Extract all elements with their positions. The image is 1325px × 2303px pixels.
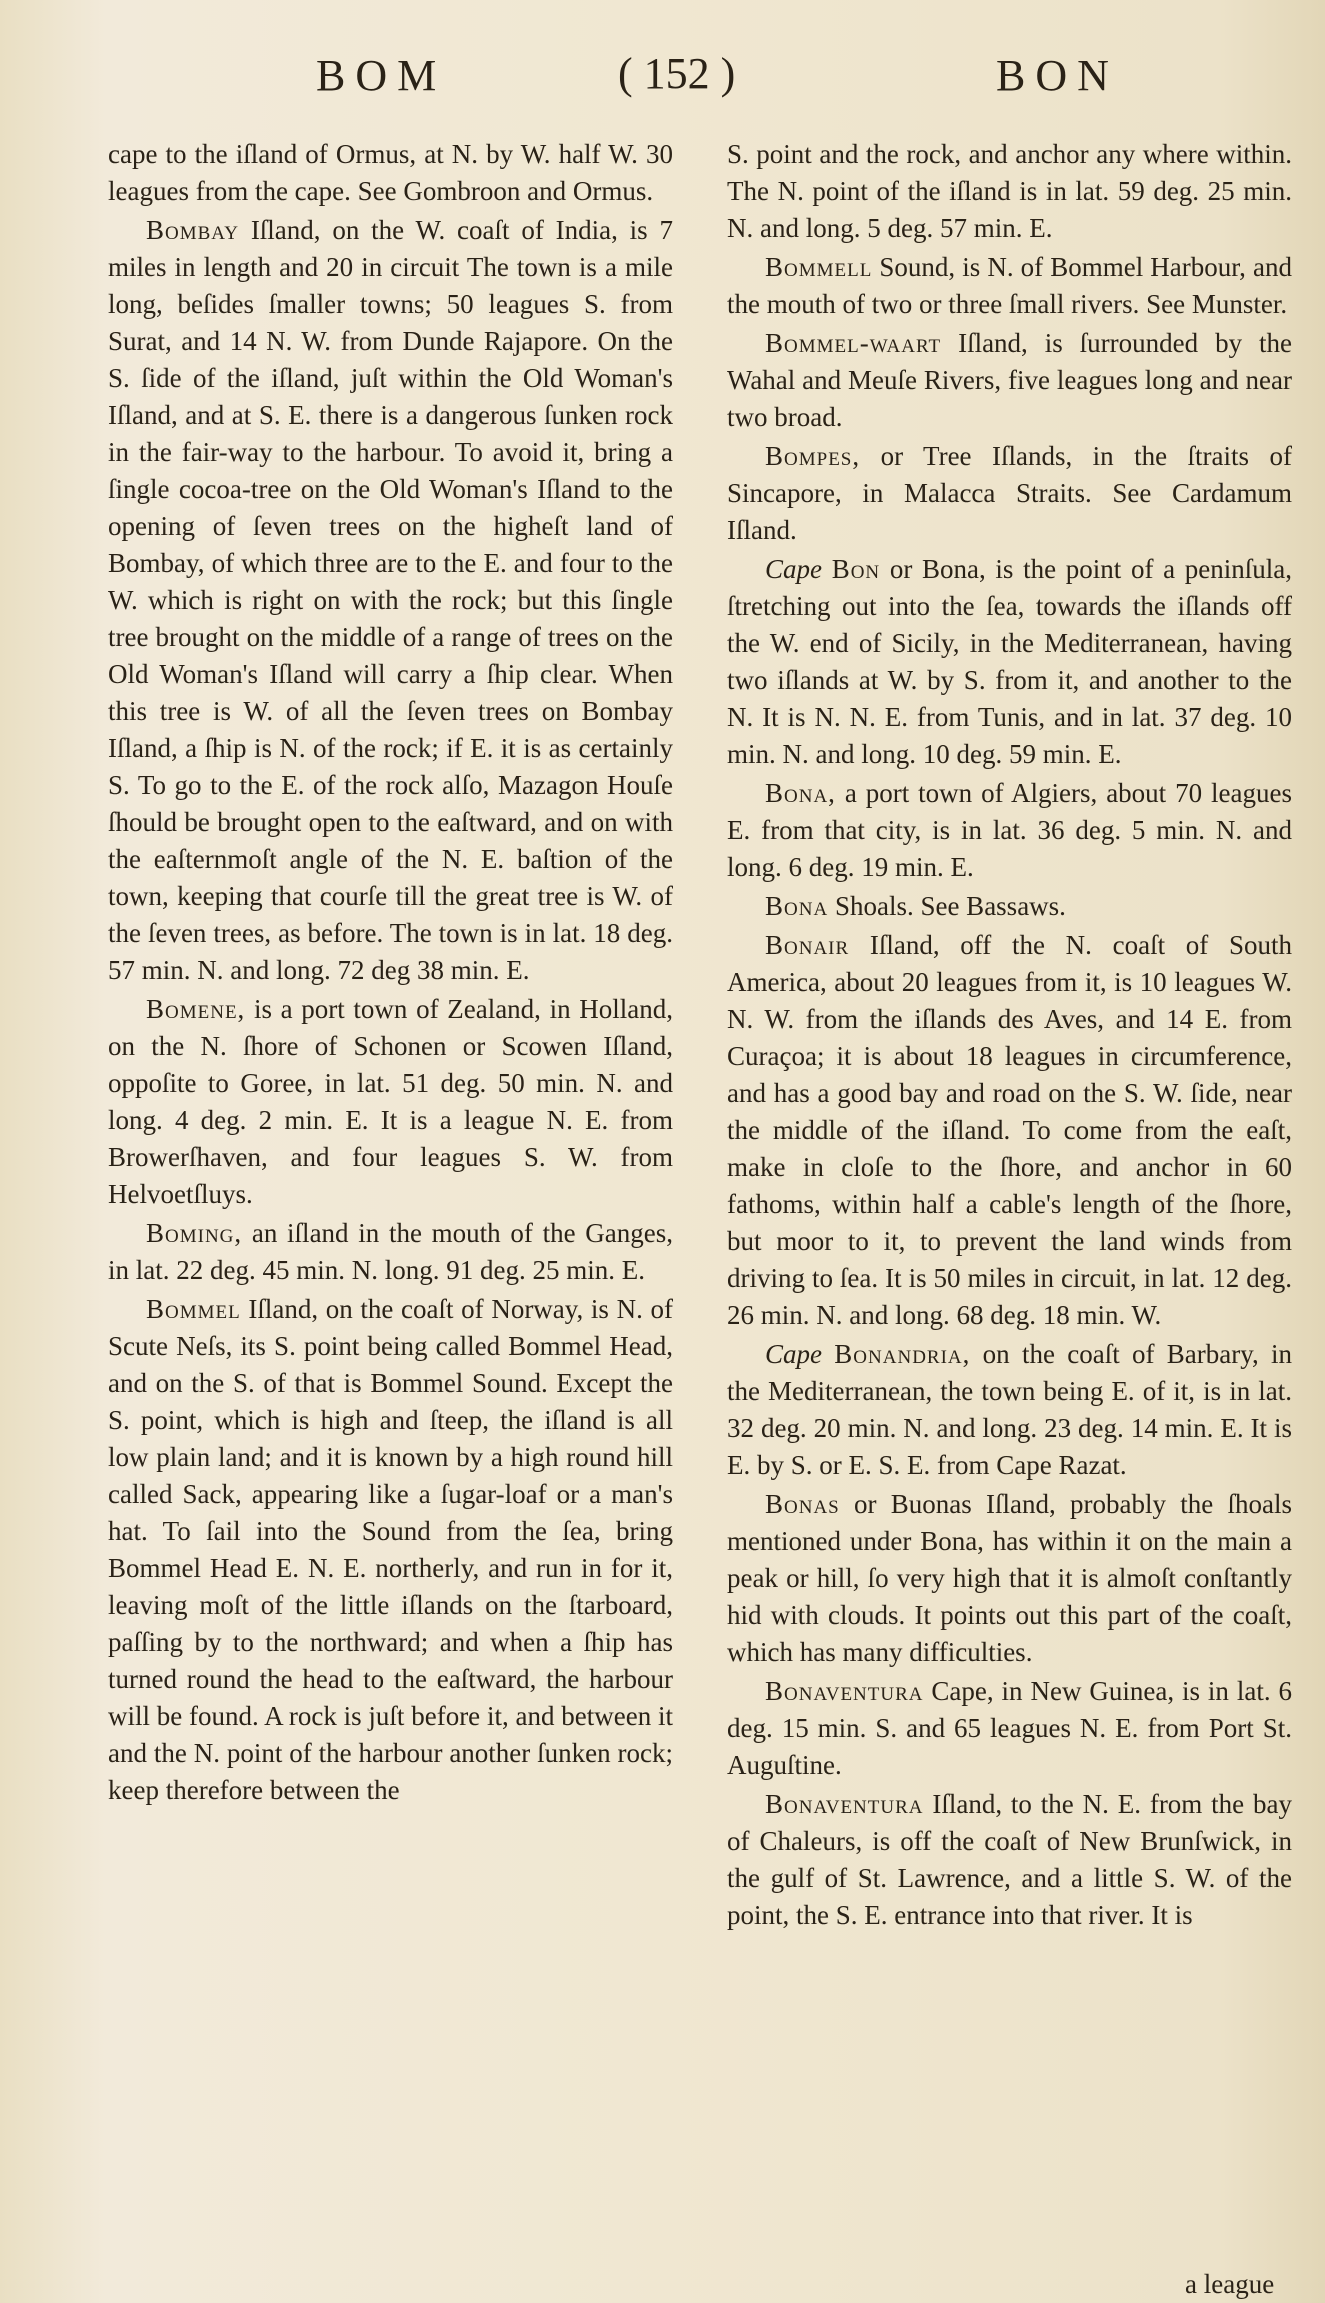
entry (727, 927, 1292, 1334)
entry-body: or Buonas Iſland, probably the ſhoals mentioned under Bona, has within it on the main a peak or hill, ſo very high that it is almoſt conſtantly hid with clouds. It points out this part of the coaſt, which has many difficulties. (727, 1489, 1292, 1667)
entry-headword: Bonair (765, 930, 850, 960)
entry (727, 249, 1292, 323)
entry-headword: Bommell (765, 252, 873, 282)
entry-headword: Bon (831, 554, 881, 584)
entry-body: is a port town of Zealand, in Holland, on the N. ſhore of Schonen or Scowen Iſland, oppoſite to Goree, in lat. 51 deg. 50 min. N. and long. 4 deg. 2 min. E. It is a league N. E. from Browerſhaven, and four leagues S. W. from Helvoetſluys. (108, 994, 673, 1209)
entry-headword: Bonaventura (765, 1789, 924, 1819)
entry-body: Iſland, on the W. coaſt of India, is 7 miles in length and 20 in circuit The town is a mile long, beſides ſmaller towns; 50 leagues S. from Surat, and 14 N. W. from Dunde Rajapore. On the S. ſide of the iſland, juſt within the Old Woman's Iſland, and at S. E. there is a dangerous ſunken rock in the fair-way to the harbour. To avoid it, bring a ſingle cocoa-tree on the Old Woman's Iſland to the opening of ſeven trees on the higheſt land of Bombay, of which three are to the E. and four to the W. which is right on with the rock; but this ſingle tree brought on the middle of a range of trees on the Old Woman's Iſland will carry a ſhip clear. When this tree is W. of all the ſeven trees on Bombay Iſland, a ſhip is N. of the rock; if E. it is as certainly S. To go to the E. of the rock alſo, Mazagon Houſe ſhould be brought open to the eaſtward, and on with the eaſternmoſt angle of the N. E. baſtion of the town, keeping that courſe till the great tree is W. of the ſeven trees, as before. The town is in lat. 18 deg. 57 min. N. and long. 72 deg 38 min. E. (108, 215, 673, 985)
entry-continued (108, 136, 673, 210)
entry-label: Cape (765, 1339, 822, 1369)
entry (727, 438, 1292, 549)
entry-headword: Bonandria, (834, 1339, 971, 1369)
entry-body: or Tree Iſlands, in the ſtraits of Sincapore, in Malacca Straits. See Cardamum Iſland. (727, 441, 1292, 545)
entry-headword: Bona (765, 891, 829, 921)
running-header (0, 42, 1325, 112)
page-number: ( 152 ) (618, 49, 736, 98)
entry (727, 551, 1292, 773)
entry-headword: Bona, (765, 778, 836, 808)
entry-headword: Boming, (146, 1218, 243, 1248)
entry-body: a port town of Algiers, about 70 leagues E. from that city, is in lat. 36 deg. 5 min. N. and long. 6 deg. 19 min. E. (727, 778, 1292, 882)
entry (727, 325, 1292, 436)
entry (108, 1215, 673, 1289)
entry-headword: Bonaventura (765, 1676, 924, 1706)
entry-body: or Bona, is the point of a peninſula, ſtretching out into the ſea, towards the iſlands off the W. end of Sicily, in the Mediterranean, having two iſlands at W. by S. from it, and another to the N. It is N. N. E. from Tunis, and in lat. 37 deg. 10 min. N. and long. 10 deg. 59 min. E. (727, 554, 1292, 769)
entry-body: Sound, is N. of Bommel Harbour, and the mouth of two or three ſmall rivers. See Munster. (727, 252, 1292, 319)
entry (727, 1336, 1292, 1484)
entry-body: Cape, in New Guinea, is in lat. 6 deg. 15 min. S. and 65 leagues N. E. from Port St. Auguſtine. (727, 1676, 1292, 1780)
left-column (108, 136, 673, 2286)
entry-headword: Bonas (765, 1489, 840, 1519)
entry-label: Cape (765, 554, 822, 584)
right-column (727, 136, 1292, 2286)
entry-headword: Bompes, (765, 441, 861, 471)
entry-body: an iſland in the mouth of the Ganges, in lat. 22 deg. 45 min. N. long. 91 deg. 25 min. E. (108, 1218, 673, 1285)
entry-body: cape to the iſland of Ormus, at N. by W. half W. 30 leagues from the cape. See Gombroon and Ormus. (108, 139, 673, 206)
entry-body: Shoals. See Bassaws. (828, 891, 1066, 921)
entry-headword: Bombay (146, 215, 239, 245)
entry-headword: Bommel-waart (765, 328, 942, 358)
entry (108, 991, 673, 1213)
entry (727, 1486, 1292, 1671)
entry-body: on the coaſt of Barbary, in the Mediterranean, the town being E. of it, is in lat. 32 deg. 20 min. N. and long. 23 deg. 14 min. E. It is E. by S. or E. S. E. from Cape Razat. (727, 1339, 1292, 1480)
entry-body: Iſland, to the N. E. from the bay of Chaleurs, is off the coaſt of New Brunſwick, in the gulf of St. Lawrence, and a little S. W. of the point, the S. E. entrance into that river. It is (727, 1789, 1292, 1930)
entry (727, 775, 1292, 886)
header-left-keyword: BOM (316, 51, 447, 100)
entry-body: Iſland, off the N. coaſt of South America, about 20 leagues from it, is 10 leagues W. N. W. from the iſlands des Aves, and 14 E. from Curaçoa; it is about 18 leagues in circumference, and has a good bay and road on the S. W. ſide, near the middle of the iſland. To come from the eaſt, make in cloſe to the ſhore, and anchor in 60 fathoms, within half a cable's length of the ſhore, but moor to it, to prevent the land winds from driving to ſea. It is 50 miles in circuit, in lat. 12 deg. 26 min. N. and long. 68 deg. 18 min. W. (727, 930, 1292, 1330)
entry-body: Iſland, on the coaſt of Norway, is N. of Scute Neſs, its S. point being called Bommel Head, and on the S. of that is Bommel Sound. Except the S. point, which is high and ſteep, the iſland is all low plain land; and it is known by a high round hill called Sack, appearing like a ſugar-loaf or a man's hat. To ſail into the Sound from the ſea, bring Bommel Head E. N. E. northerly, and run in for it, leaving moſt of the little iſlands on the ſtarboard, paſſing by to the northward; and when a ſhip has turned round the head to the eaſtward, the harbour will be found. A rock is juſt before it, and between it and the N. point of the harbour another ſunken rock; keep therefore between the (108, 1294, 673, 1805)
entry-body: S. point and the rock, and anchor any where within. The N. point of the iſland is in lat. 59 deg. 25 min. N. and long. 5 deg. 57 min. E. (727, 139, 1292, 243)
entry-continued (727, 136, 1292, 247)
entry (727, 1673, 1292, 1784)
entry-headword: Bommel (146, 1294, 241, 1324)
entry (727, 1786, 1292, 1934)
header-right-keyword: BON (996, 51, 1119, 100)
entry-body: Iſland, is ſurrounded by the Wahal and Meuſe Rivers, five leagues long and near two broad. (727, 328, 1292, 432)
entry (108, 1291, 673, 1809)
entry (108, 212, 673, 989)
entry-headword: Bomene, (146, 994, 246, 1024)
entry (727, 888, 1292, 925)
catchword: a league (1185, 2269, 1275, 2299)
